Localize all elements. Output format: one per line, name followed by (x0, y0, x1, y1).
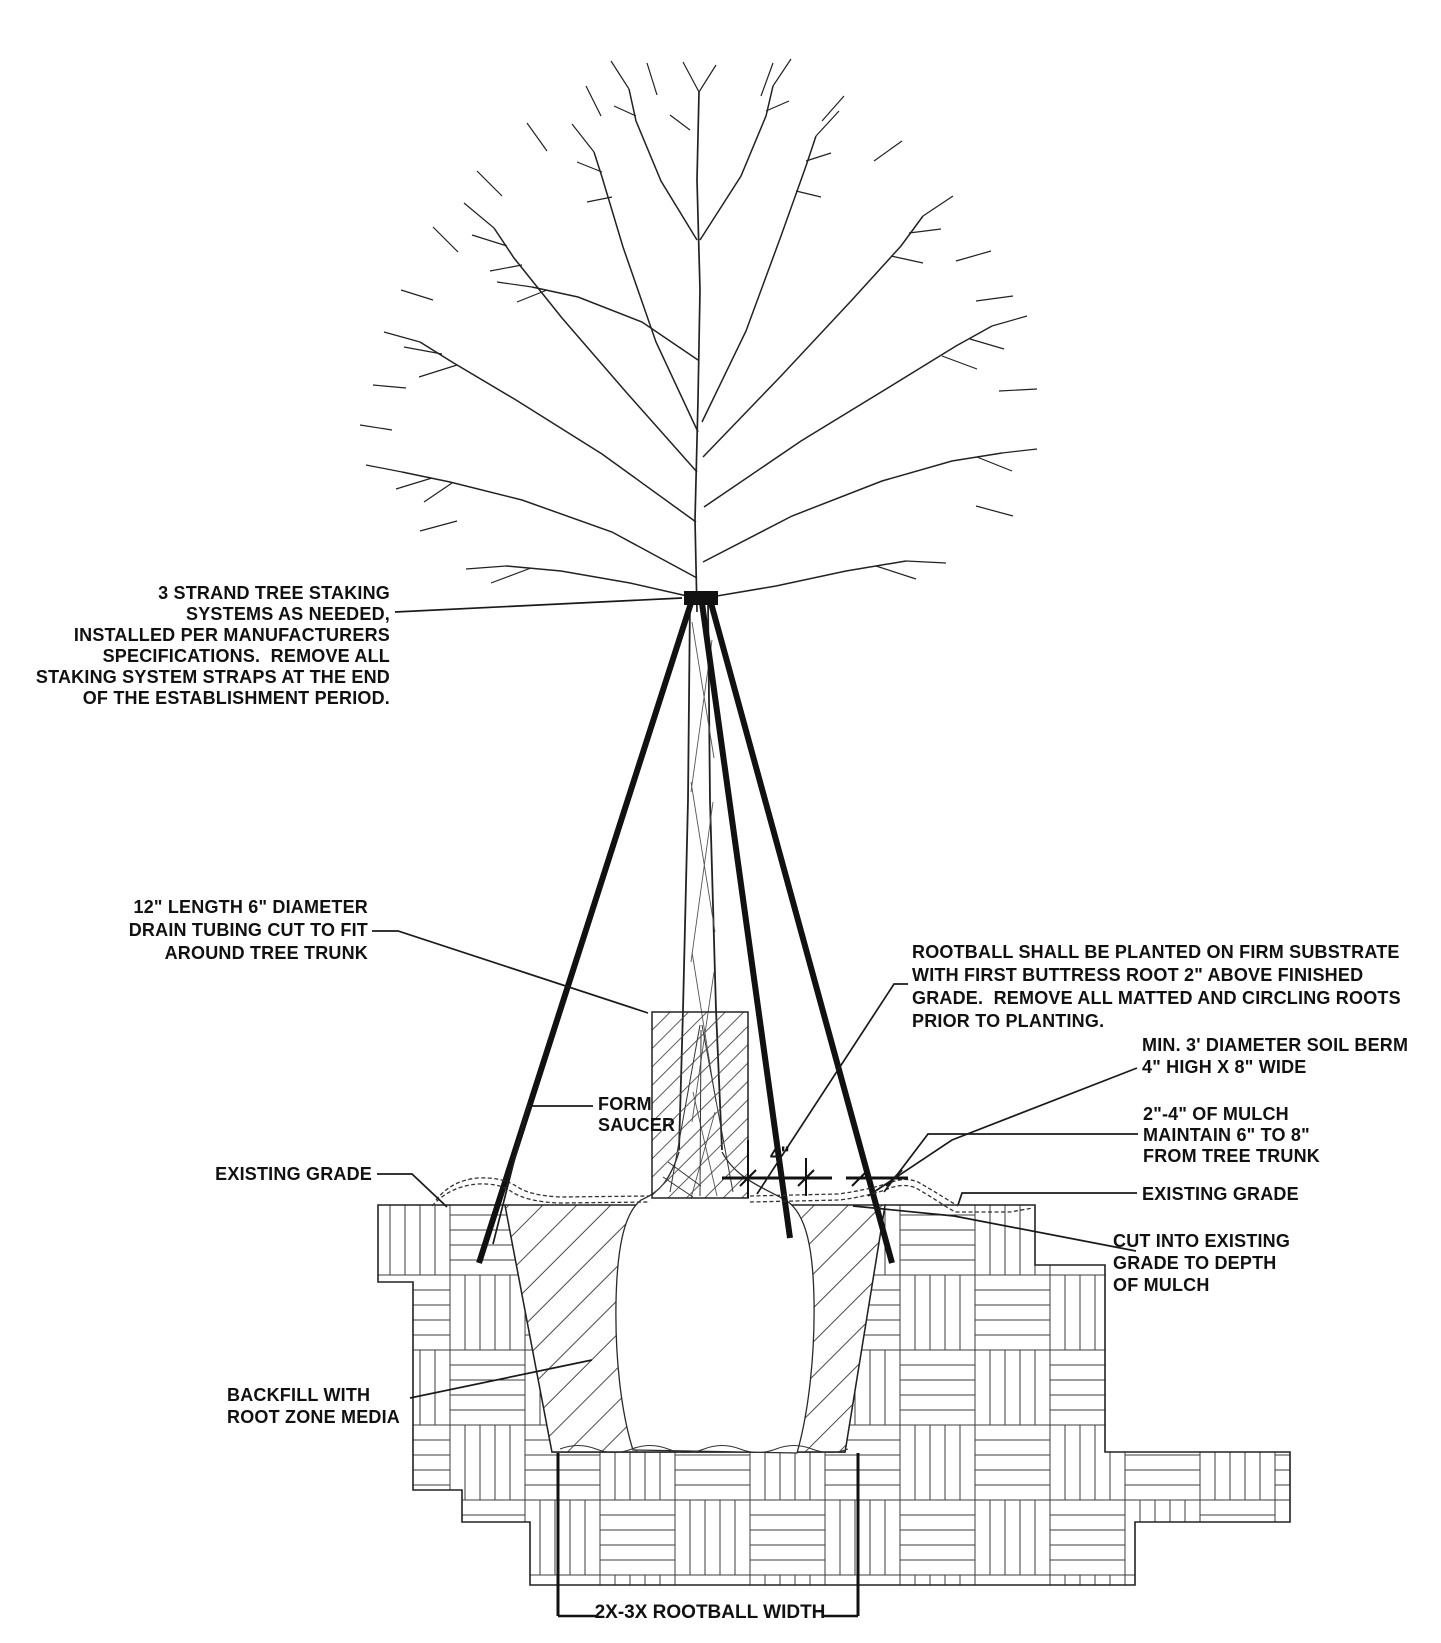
backfill-note: BACKFILL WITH ROOT ZONE MEDIA (227, 1385, 400, 1427)
rootball-note: ROOTBALL SHALL BE PLANTED ON FIRM SUBSTRATE WITH FIRST BUTTRESS ROOT 2" ABOVE FINISHED GRADE. REMOVE ALL MATTED AND CIRCLING ROOTS PRIOR TO PLANTING. (912, 942, 1401, 1031)
leader-staking (395, 598, 682, 612)
leader-mulch (884, 1134, 1138, 1192)
leader-existing-grade-left (377, 1174, 447, 1207)
crown-branches (402, 86, 1002, 598)
existing-grade-left-label: EXISTING GRADE (215, 1164, 372, 1184)
rootball-width-dim-label: 2X-3X ROOTBALL WIDTH (594, 1602, 826, 1623)
soil-berm-note: MIN. 3' DIAMETER SOIL BERM 4" HIGH X 8" WIDE (1142, 1035, 1409, 1077)
staking-note: 3 STRAND TREE STAKING SYSTEMS AS NEEDED, INSTALLED PER MANUFACTURERS SPECIFICATIONS. REMOVE ALL STAKING SYSTEM STRAPS AT THE END OF THE ESTABLISHMENT PERIOD. (35, 583, 390, 708)
trunk-offset-dim-label: 4" (770, 1144, 790, 1165)
form-saucer-note: FORM SAUCER (598, 1094, 676, 1135)
drain-tubing-note: 12" LENGTH 6" DIAMETER DRAIN TUBING CUT TO FIT AROUND TREE TRUNK (128, 897, 368, 963)
tree-crown (360, 59, 1037, 612)
existing-grade-right-label: EXISTING GRADE (1142, 1184, 1299, 1204)
leader-drain (372, 931, 648, 1013)
leader-soil-berm (868, 1068, 1137, 1196)
mulch-note: 2"-4" OF MULCH MAINTAIN 6" TO 8" FROM TREE TRUNK (1143, 1104, 1320, 1166)
cut-grade-note: CUT INTO EXISTING GRADE TO DEPTH OF MULCH (1113, 1231, 1291, 1295)
leader-existing-grade-right (958, 1193, 1137, 1205)
